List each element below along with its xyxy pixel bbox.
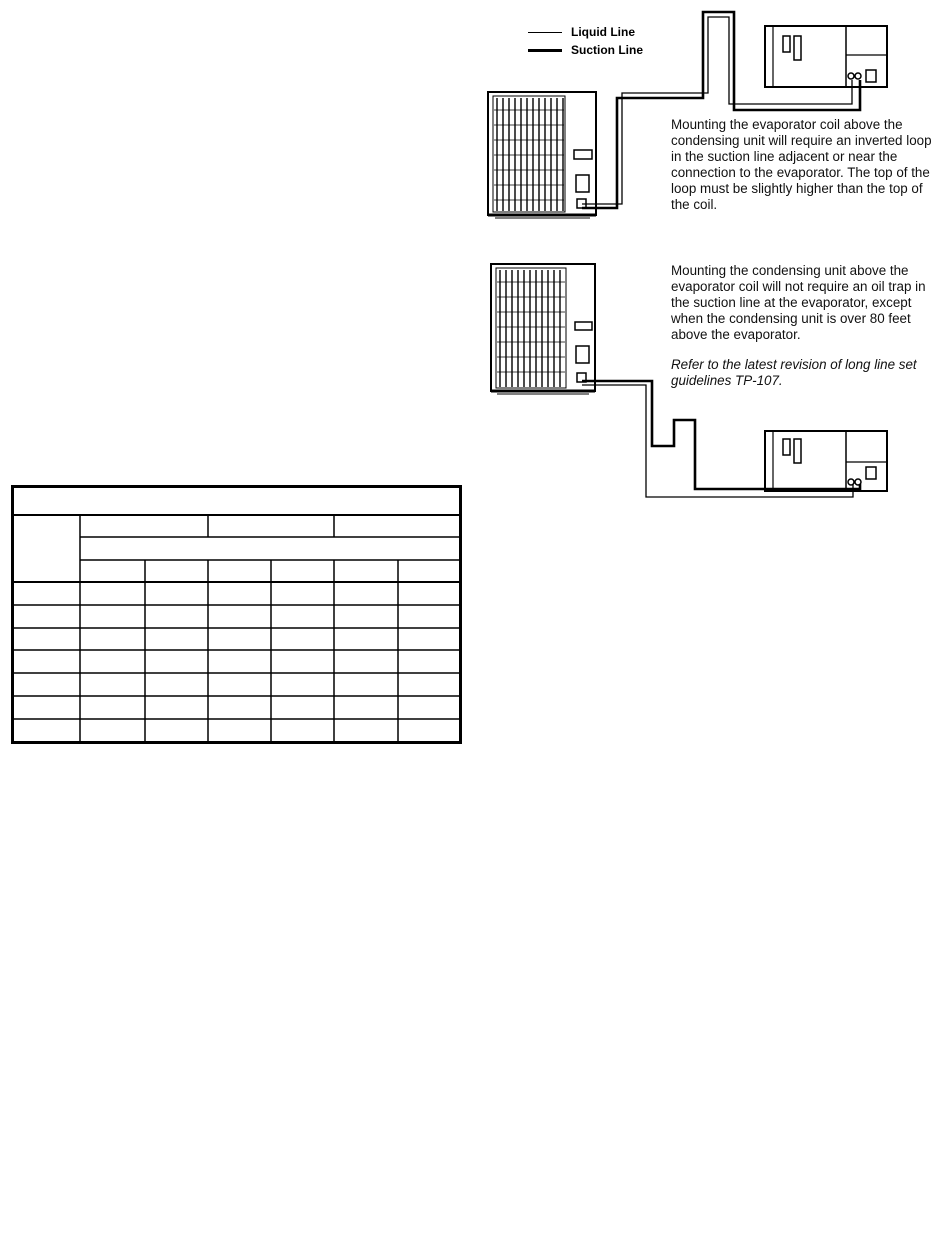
note-evaporator-above xyxy=(671,117,943,213)
line-set-diagram xyxy=(0,0,950,520)
empty-data-table xyxy=(11,485,462,745)
suction-line-swatch xyxy=(528,49,562,52)
evaporator-coil-top xyxy=(765,26,887,87)
legend-suction-label: Suction Line xyxy=(571,43,643,57)
condensing-unit-top xyxy=(488,92,596,218)
note-condenser-above-text: Mounting the condensing unit above the evaporator coil will not require an oil trap in the suction line at the evaporator, except when the condensing unit is over 80 feet above the evaporator. xyxy=(671,263,926,342)
note-evaporator-above-text: Mounting the evaporator coil above the condensing unit will require an inverted loop in the suction line adjacent or near the connection to the evaporator. The top of the loop must be slightly higher than the top of the coil. xyxy=(671,117,932,212)
line-legend xyxy=(528,24,688,60)
condensing-unit-bottom xyxy=(491,264,595,394)
liquid-line-swatch xyxy=(528,32,562,33)
note-condenser-above xyxy=(671,263,933,389)
legend-liquid-label: Liquid Line xyxy=(571,25,635,39)
legend-suction-line xyxy=(528,42,643,58)
legend-liquid-line xyxy=(528,24,635,40)
table-grid xyxy=(11,485,462,745)
evaporator-coil-bottom xyxy=(765,431,887,491)
note-reference-text: Refer to the latest revision of long line set guidelines TP-107. xyxy=(671,357,917,388)
